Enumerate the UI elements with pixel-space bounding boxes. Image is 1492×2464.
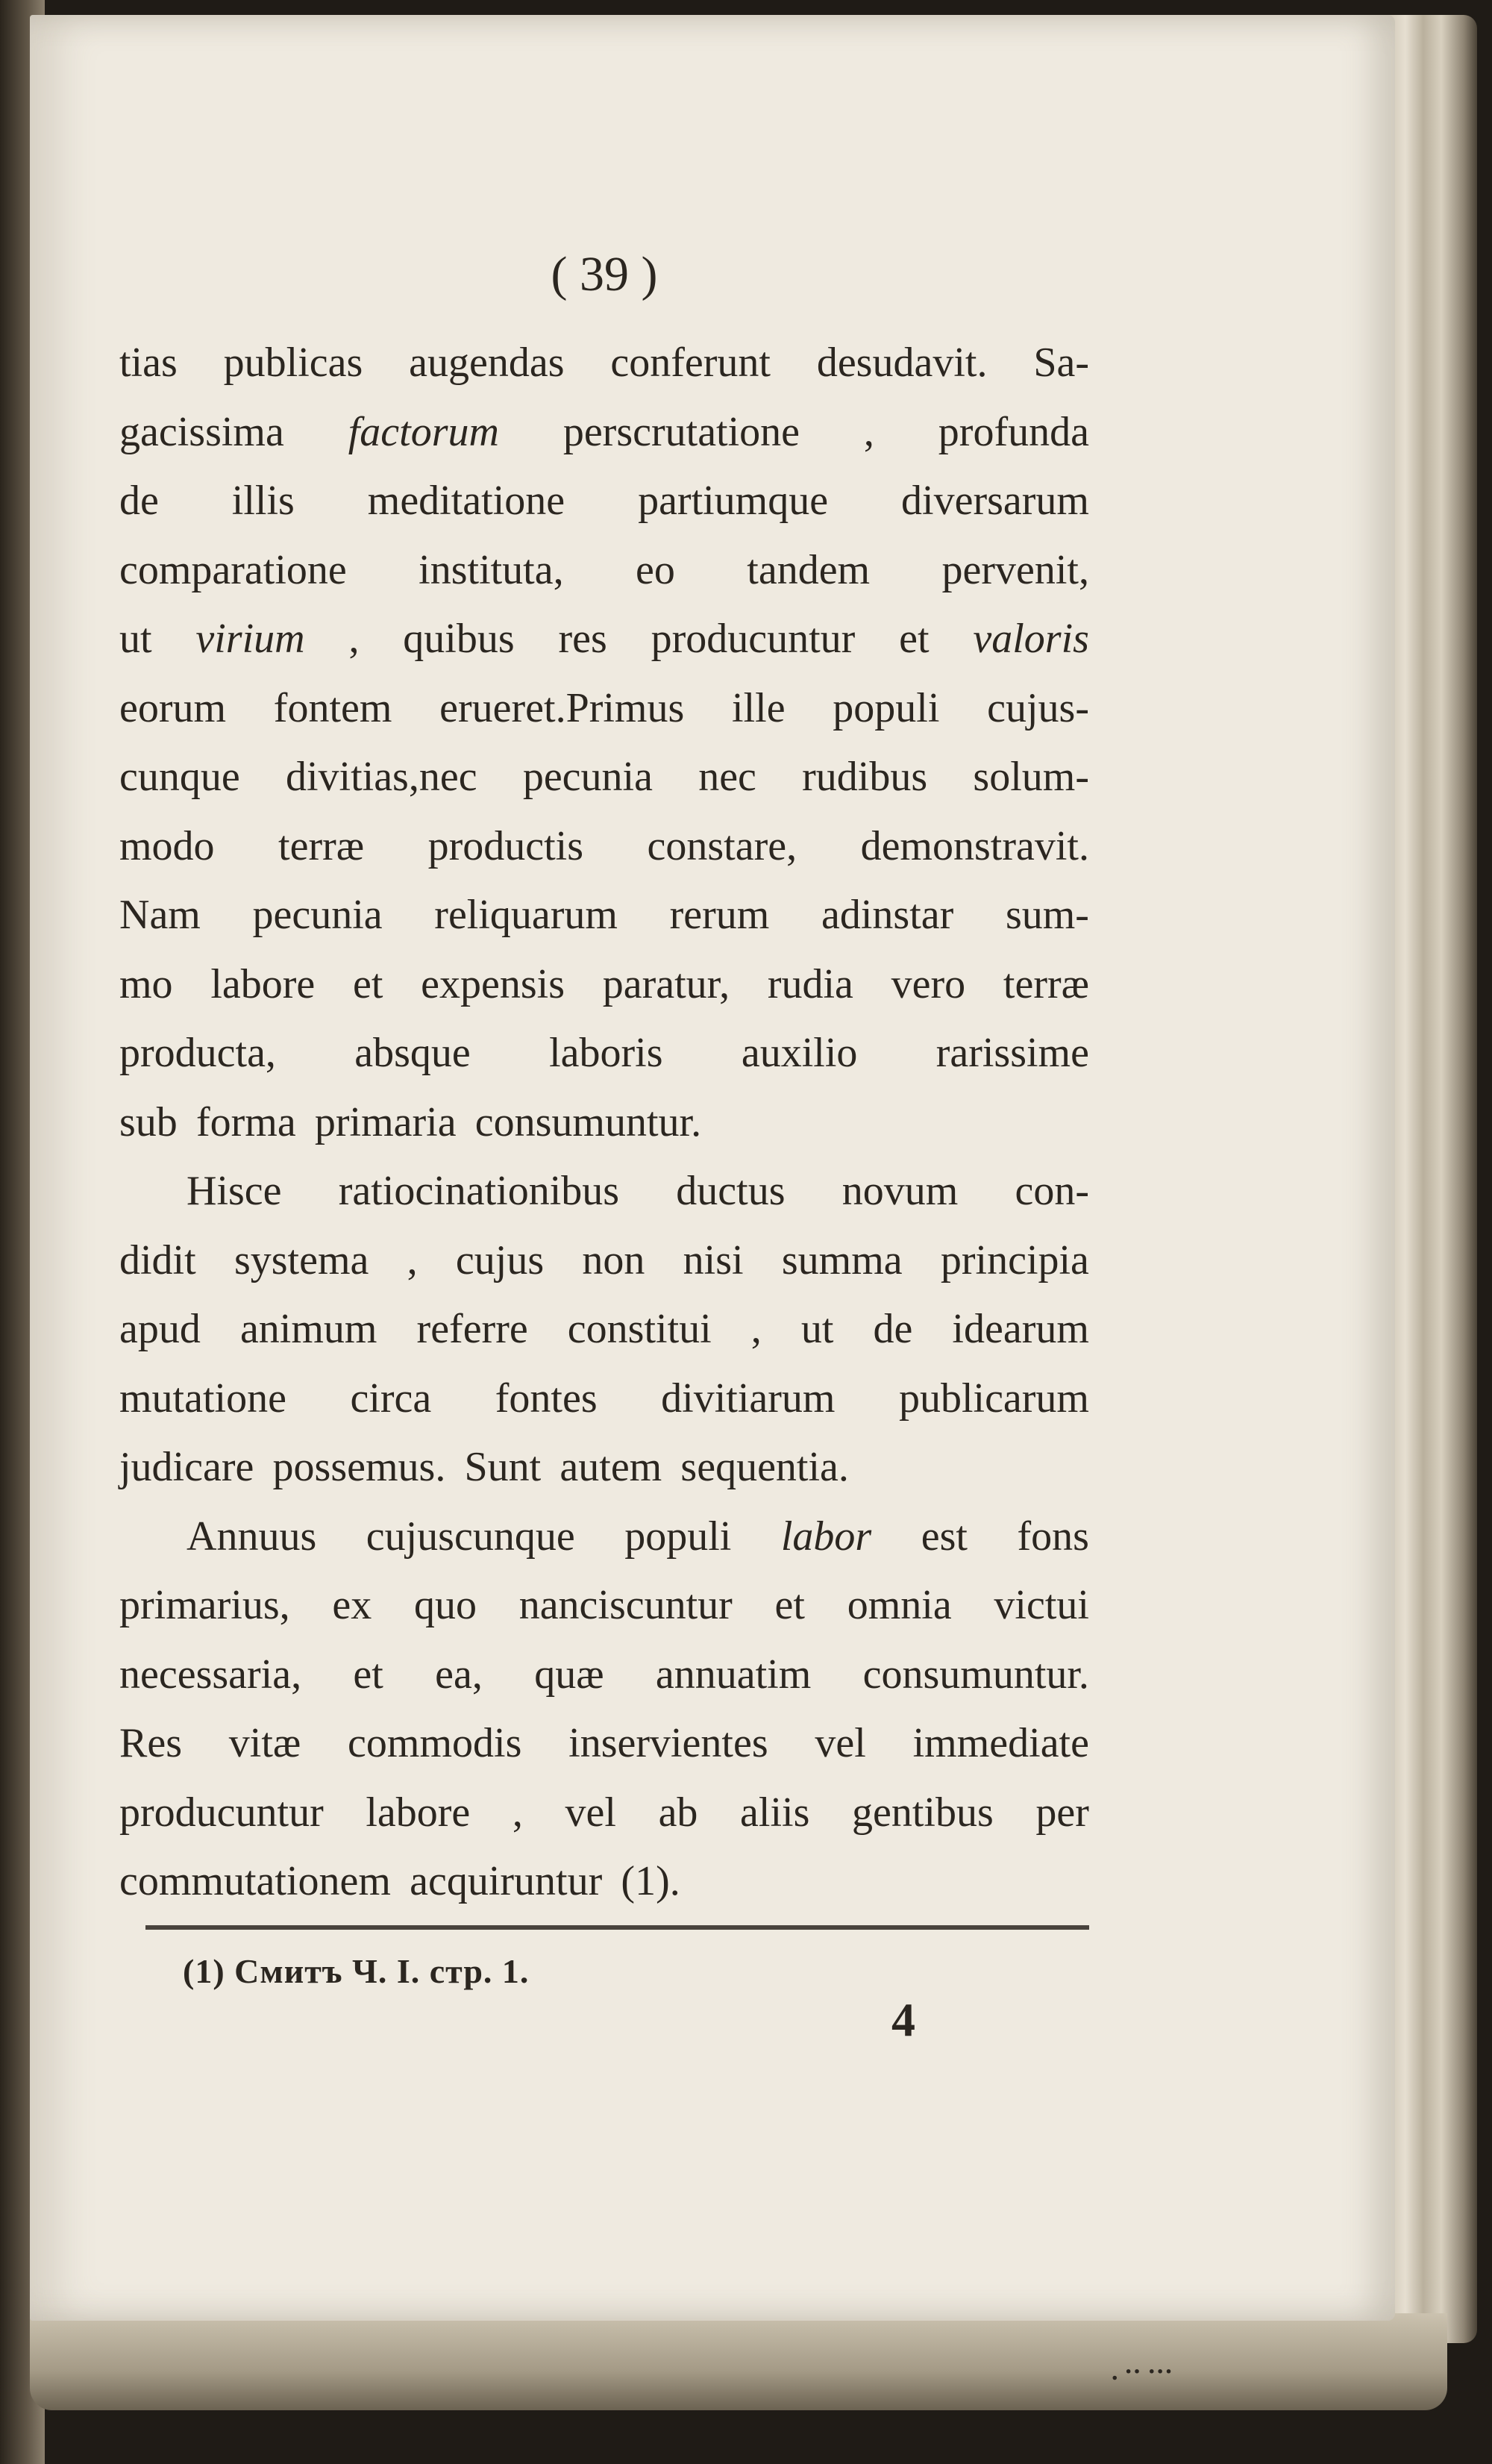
text-line <box>119 604 1089 674</box>
text-word: commutationem <box>119 1858 391 1904</box>
text-word: cujus- <box>987 684 1089 731</box>
text-word: reliquarum <box>434 892 618 938</box>
text-word: primarius, <box>119 1582 290 1628</box>
text-word: nec <box>698 754 756 800</box>
text-word: idearum <box>952 1306 1089 1352</box>
text-word: (1). <box>621 1858 680 1904</box>
text-word: vel <box>565 1789 616 1836</box>
text-word: , <box>750 1306 762 1352</box>
text-word: labore <box>210 960 316 1007</box>
text-word: conferunt <box>610 340 771 386</box>
text-word: vel <box>815 1720 866 1766</box>
text-word: res <box>558 616 607 662</box>
text-word: possemus. <box>272 1444 446 1490</box>
text-word: non <box>582 1236 645 1283</box>
body-text <box>119 328 1089 1916</box>
text-word: sub <box>119 1098 178 1145</box>
text-word: Sa- <box>1033 340 1089 386</box>
text-word: productis <box>427 822 584 869</box>
text-word: quibus <box>403 616 515 662</box>
text-word: solum- <box>973 754 1089 800</box>
text-word: meditatione <box>367 478 565 524</box>
bottom-mark: . ·· ··· <box>1112 2358 1173 2386</box>
text-word: commodis <box>348 1720 522 1766</box>
text-word: laboris <box>549 1030 663 1076</box>
text-word: et <box>899 616 930 662</box>
text-line <box>119 1226 1089 1295</box>
text-word: necessaria, <box>119 1651 302 1698</box>
text-line <box>119 1571 1089 1640</box>
text-word: acquiruntur <box>410 1858 603 1904</box>
text-word: gentibus <box>852 1789 994 1836</box>
text-word: demonstravit. <box>860 822 1089 869</box>
text-word: consumuntur. <box>862 1651 1089 1698</box>
text-word: Res <box>119 1720 182 1766</box>
text-word: cunque <box>119 754 240 800</box>
text-word: Sunt <box>464 1444 542 1490</box>
text-word: populi <box>624 1513 732 1560</box>
text-word: cujus <box>455 1236 545 1283</box>
text-line <box>119 1157 1089 1226</box>
text-line <box>119 1847 1089 1916</box>
text-word: adinstar <box>821 892 954 938</box>
text-word: , <box>512 1789 523 1836</box>
text-word: partiumque <box>638 478 829 524</box>
text-word: instituta, <box>419 546 564 593</box>
text-word: pecunia <box>522 754 653 800</box>
text-word: animum <box>239 1306 377 1352</box>
text-word: annuatim <box>655 1651 812 1698</box>
text-word: et <box>353 1651 383 1698</box>
text-word: terræ <box>278 822 365 869</box>
text-line <box>119 881 1089 950</box>
text-word: absque <box>354 1030 471 1076</box>
text-word: valoris <box>973 616 1089 662</box>
text-word: eorum <box>119 684 227 731</box>
text-word: inservientes <box>568 1720 768 1766</box>
text-word: perscrutatione <box>562 408 800 455</box>
text-word: systema <box>233 1236 369 1283</box>
footnote: (1) Смитъ Ч. I. стр. 1. <box>183 1952 530 1990</box>
text-word: , <box>863 408 874 455</box>
text-word: erueret.Primus <box>439 684 685 731</box>
text-word: per <box>1035 1789 1089 1836</box>
text-word: sequentia. <box>680 1444 849 1490</box>
text-word: fontes <box>495 1375 598 1422</box>
text-word: judicare <box>119 1444 254 1490</box>
text-word: et <box>352 960 383 1007</box>
text-word: ut <box>800 1306 834 1352</box>
text-word: tias <box>119 340 178 386</box>
text-word: de <box>119 478 159 524</box>
text-word: ea, <box>435 1651 483 1698</box>
text-line <box>119 1364 1089 1433</box>
text-word: constare, <box>647 822 797 869</box>
text-line <box>119 536 1089 605</box>
text-word: primaria <box>314 1098 457 1145</box>
text-line <box>119 1019 1089 1088</box>
text-word: nanciscuntur <box>518 1582 733 1628</box>
footnote-rule <box>145 1925 1089 1930</box>
text-word: profunda <box>938 408 1089 455</box>
text-line <box>119 1433 1089 1502</box>
text-word: ductus <box>676 1168 786 1214</box>
text-word: ille <box>732 684 786 731</box>
text-word: de <box>873 1306 913 1352</box>
text-word: cujuscunque <box>366 1513 575 1560</box>
page-edges-right <box>1388 15 1477 2343</box>
text-word: illis <box>231 478 295 524</box>
text-word: rudia <box>767 960 853 1007</box>
text-line <box>119 1502 1089 1572</box>
text-line <box>119 812 1089 881</box>
text-word: Nam <box>119 892 201 938</box>
text-word: pervenit, <box>941 546 1089 593</box>
text-word: Annuus <box>186 1513 317 1560</box>
text-word: quo <box>413 1582 477 1628</box>
text-word: virium <box>195 616 305 662</box>
text-word: apud <box>119 1306 201 1352</box>
text-word: circa <box>350 1375 432 1422</box>
text-line <box>119 328 1089 398</box>
text-word: mutatione <box>119 1375 286 1422</box>
text-word: vero <box>891 960 966 1007</box>
text-word: omnia <box>847 1582 952 1628</box>
text-word: publicas <box>223 340 363 386</box>
text-word: mo <box>119 960 173 1007</box>
text-word: divitiarum <box>661 1375 836 1422</box>
text-word: sum- <box>1005 892 1089 938</box>
text-word: desudavit. <box>816 340 988 386</box>
text-word: pecunia <box>252 892 383 938</box>
text-line <box>119 674 1089 743</box>
text-word: rarissime <box>935 1030 1089 1076</box>
text-line <box>119 950 1089 1019</box>
text-word: comparatione <box>119 546 347 593</box>
text-line <box>119 1778 1089 1848</box>
text-word: modo <box>119 822 215 869</box>
text-word: divitias,nec <box>285 754 477 800</box>
text-word: paratur, <box>602 960 730 1007</box>
text-line <box>119 1295 1089 1364</box>
text-word: producuntur <box>651 616 856 662</box>
text-word: novum <box>841 1168 959 1214</box>
text-word: principia <box>940 1236 1089 1283</box>
text-word: referre <box>416 1306 528 1352</box>
text-word: , <box>407 1236 418 1283</box>
text-word: eo <box>636 546 675 593</box>
text-word: publicarum <box>898 1375 1089 1422</box>
text-word: labore <box>366 1789 471 1836</box>
text-word: , <box>348 616 360 662</box>
text-word: producta, <box>119 1030 276 1076</box>
text-word: ab <box>658 1789 698 1836</box>
text-word: con- <box>1015 1168 1089 1214</box>
text-word: didit <box>119 1236 196 1283</box>
text-word: et <box>774 1582 805 1628</box>
text-word: quæ <box>534 1651 604 1698</box>
text-word: fons <box>1017 1513 1089 1560</box>
text-word: populi <box>833 684 940 731</box>
text-word: summa <box>781 1236 903 1283</box>
text-word: fontem <box>273 684 392 731</box>
text-word: labor <box>780 1513 872 1560</box>
text-line <box>119 466 1089 536</box>
text-word: tandem <box>747 546 871 593</box>
text-word: autem <box>560 1444 662 1490</box>
text-word: diversarum <box>901 478 1089 524</box>
text-word: rudibus <box>802 754 928 800</box>
text-word: rerum <box>669 892 770 938</box>
text-line <box>119 398 1089 467</box>
text-word: consumuntur. <box>474 1098 702 1145</box>
text-word: expensis <box>421 960 565 1007</box>
text-word: constitui <box>567 1306 712 1352</box>
text-line <box>119 742 1089 812</box>
text-line <box>119 1640 1089 1710</box>
text-line <box>119 1088 1089 1157</box>
text-word: aliis <box>740 1789 810 1836</box>
text-word: forma <box>195 1098 296 1145</box>
text-word: factorum <box>348 408 499 455</box>
page-number: ( 39 ) <box>551 247 658 301</box>
text-word: est <box>921 1513 968 1560</box>
text-word: immediate <box>912 1720 1089 1766</box>
text-word: victui <box>994 1582 1089 1628</box>
text-word: ratiocinationibus <box>338 1168 620 1214</box>
text-word: vitæ <box>228 1720 301 1766</box>
text-word: Hisce <box>186 1168 282 1214</box>
text-line <box>119 1709 1089 1778</box>
text-word: augendas <box>409 340 565 386</box>
text-word: auxilio <box>741 1030 858 1076</box>
text-word: gacissima <box>119 408 284 455</box>
text-word: ex <box>332 1582 372 1628</box>
signature-mark: 4 <box>891 1993 915 2046</box>
text-word: producuntur <box>119 1789 324 1836</box>
text-word: ut <box>119 616 152 662</box>
text-word: terræ <box>1003 960 1089 1007</box>
text-word: nisi <box>683 1236 744 1283</box>
